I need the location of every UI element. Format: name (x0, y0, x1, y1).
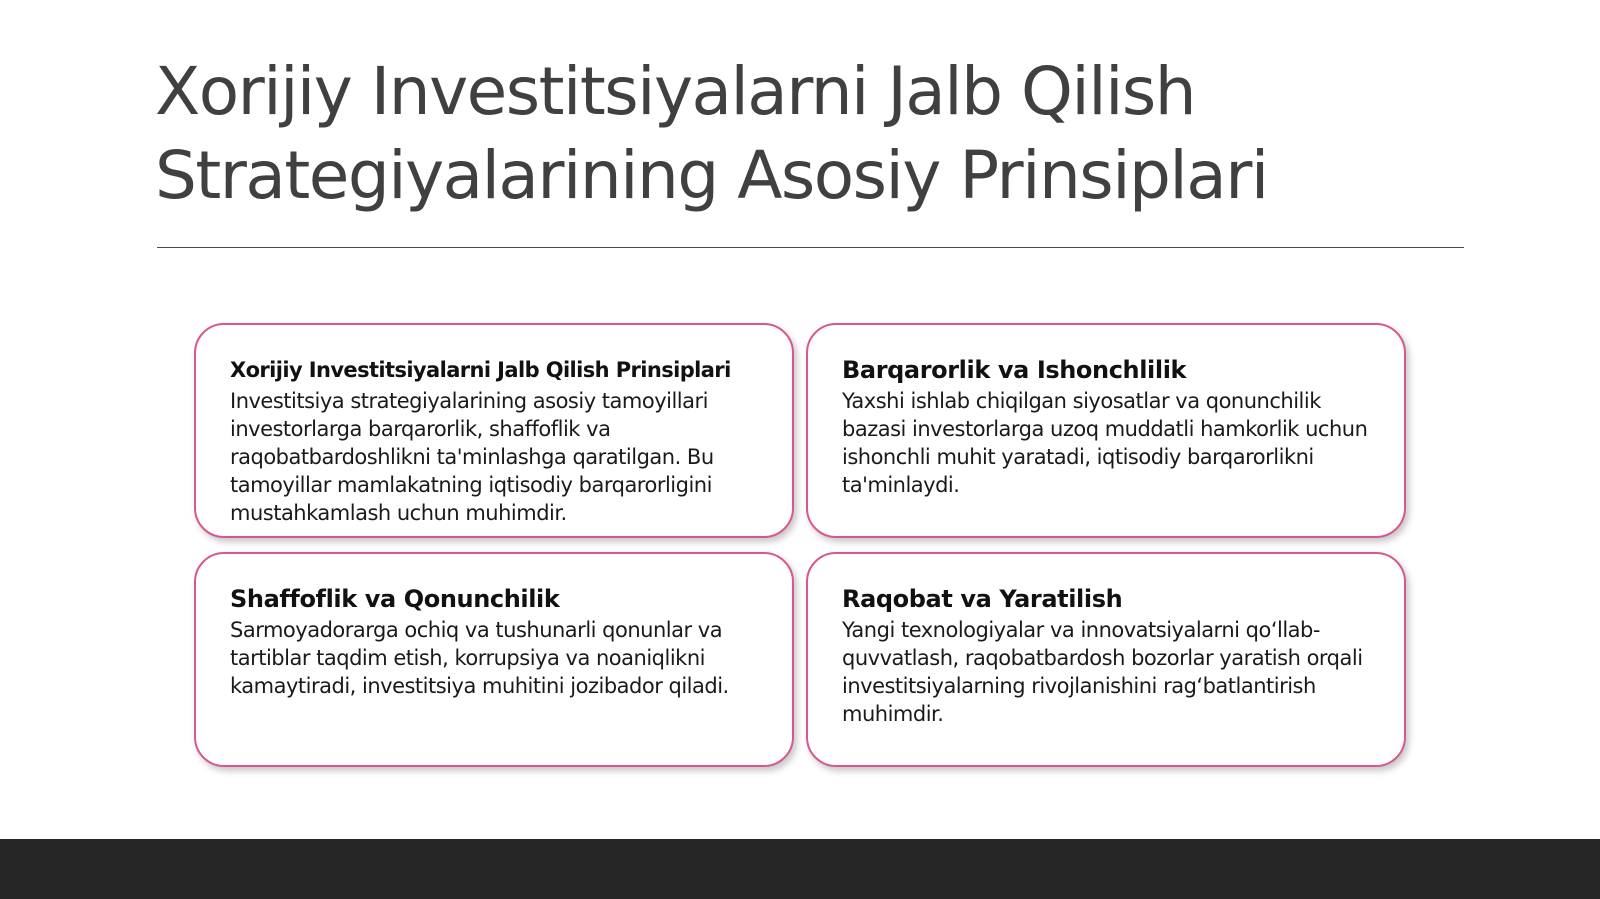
card-body: Investitsiya strategiyalarining asosiy tamoyillari investorlarga barqarorlik, shaffoflik va raqobatbardoshlikni ta'minlashga qaratilgan. Bu tamoyillar mamlakatning iqtisodiy barqarorligini mustahkamlash uchun muhimdir. (230, 389, 714, 525)
card-body: Yaxshi ishlab chiqilgan siyosatlar va qonunchilik bazasi investorlarga uzoq muddatli hamkorlik uchun ishonchli muhit yaratadi, iqtisodiy barqarorlikni ta'minlaydi. (842, 389, 1368, 497)
card-investment-principles (194, 323, 794, 538)
card-heading: Barqarorlik va Ishonchlilik (842, 356, 1187, 384)
card-heading: Shaffoflik va Qonunchilik (230, 585, 560, 613)
title-divider (157, 247, 1464, 248)
card-heading: Raqobat va Yaratilish (842, 585, 1123, 613)
card-body: Sarmoyadorarga ochiq va tushunarli qonunlar va tartiblar taqdim etish, korrupsiya va noaniqlikni kamaytiradi, investitsiya muhitini jozibador qiladi. (230, 618, 729, 698)
card-transparency-legislation (194, 552, 794, 767)
slide-title-line-1: Xorijiy Investitsiyalarni Jalb Qilish (155, 53, 1196, 130)
slide-title-line-2: Strategiyalarining Asosiy Prinsiplari (155, 137, 1268, 214)
slide-title (155, 50, 1485, 218)
card-stability-reliability (806, 323, 1406, 538)
card-body: Yangi texnologiyalar va innovatsiyalarni qo‘llab-quvvatlash, raqobatbardosh bozorlar yaratish orqali investitsiyalarning rivojlanishini rag‘batlantirish muhimdir. (842, 618, 1363, 726)
card-heading: Xorijiy Investitsiyalarni Jalb Qilish Prinsiplari (230, 358, 731, 382)
card-competition-creation (806, 552, 1406, 767)
footer-bar (0, 839, 1600, 899)
